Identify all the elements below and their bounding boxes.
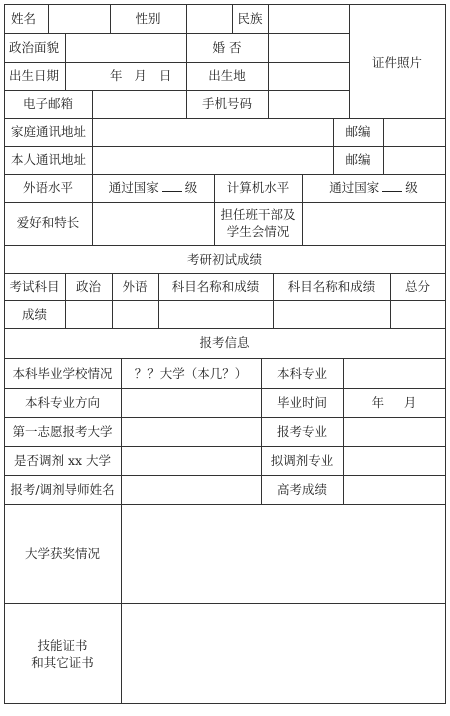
undergrad-major-label: 本科专业 <box>276 366 327 381</box>
adjust-label: 是否调剂 xx 大学 <box>13 453 112 468</box>
exam-subject2-header: 科目名称和成绩 <box>287 279 376 294</box>
application-section-title: 报考信息 <box>199 335 250 350</box>
rule <box>4 417 445 418</box>
birthplace-label: 出生地 <box>208 68 246 83</box>
exam-politics-header: 政治 <box>75 279 101 294</box>
level-suffix: 级 <box>184 180 198 195</box>
rule <box>92 90 93 118</box>
rule <box>4 90 349 91</box>
rule <box>4 118 445 119</box>
political-label: 政治面貌 <box>9 40 60 55</box>
rule <box>4 358 445 359</box>
rule <box>186 4 187 33</box>
adjust-major-label: 拟调剂专业 <box>270 453 334 468</box>
phone-label: 手机号码 <box>201 96 252 111</box>
level-suffix: 级 <box>405 180 418 195</box>
rule <box>4 504 445 505</box>
pass-national-prefix: 通过国家 <box>329 180 380 195</box>
exam-subject1-header: 科目名称和成绩 <box>171 279 260 294</box>
rule <box>4 388 445 389</box>
postcode-label: 邮编 <box>345 152 371 167</box>
rule <box>268 33 269 62</box>
name-label: 姓名 <box>11 11 37 26</box>
rule <box>268 62 269 90</box>
exam-score-label: 成绩 <box>21 307 47 322</box>
rule <box>4 475 445 476</box>
rule <box>4 446 445 447</box>
rule <box>92 118 93 174</box>
rule <box>4 146 445 147</box>
rule <box>4 62 349 63</box>
graduation-label: 毕业时间 <box>276 395 327 410</box>
ethnicity-label: 民族 <box>237 11 263 26</box>
foreign-language-label: 外语水平 <box>22 180 73 195</box>
undergrad-school-value: ？？大学（本几？） <box>134 366 248 381</box>
supervisor-label: 报考/调剂导师姓名 <box>10 482 115 497</box>
rule <box>4 33 349 34</box>
gender-label: 性别 <box>135 11 161 26</box>
first-choice-label: 第一志愿报考大学 <box>12 424 113 439</box>
exam-subject-label: 考试科目 <box>9 279 60 294</box>
rule <box>343 358 344 504</box>
blank-line <box>162 180 182 192</box>
own-address-label: 本人通讯地址 <box>11 152 87 167</box>
gaokao-label: 高考成绩 <box>276 482 327 497</box>
email-label: 电子邮箱 <box>22 96 73 111</box>
cadre-label-line2: 学生会情况 <box>226 224 290 239</box>
birthdate-format: 年 月 日 <box>110 68 172 83</box>
rule <box>4 273 445 274</box>
rule <box>4 300 445 301</box>
marital-label: 婚 否 <box>212 40 242 55</box>
rule <box>4 202 445 203</box>
photo-label: 证件照片 <box>371 55 422 70</box>
applied-major-label: 报考专业 <box>276 424 327 439</box>
rule <box>48 4 49 33</box>
hobbies-label: 爱好和特长 <box>16 215 80 230</box>
birthdate-label: 出生日期 <box>9 68 60 83</box>
rule <box>65 33 66 62</box>
home-address-label: 家庭通讯地址 <box>11 124 87 139</box>
blank-line <box>382 180 402 192</box>
rule <box>4 245 445 246</box>
rule <box>268 4 269 33</box>
rule <box>4 603 445 604</box>
awards-label: 大学获奖情况 <box>24 546 100 561</box>
undergrad-school-label: 本科毕业学校情况 <box>12 366 113 381</box>
postcode-label: 邮编 <box>345 124 371 139</box>
rule <box>268 90 269 118</box>
rule <box>445 4 446 704</box>
cadre-label-line1: 担任班干部及 <box>220 207 296 222</box>
certificates-label <box>4 637 121 671</box>
rule <box>383 118 384 174</box>
rule <box>4 703 445 704</box>
rule <box>92 202 93 245</box>
foreign-language-level <box>92 180 214 196</box>
certificates-label-line1: 技能证书 <box>37 638 88 653</box>
major-direction-label: 本科专业方向 <box>24 395 100 410</box>
rule <box>302 202 303 245</box>
certificates-label-line2: 和其它证书 <box>31 655 94 670</box>
rule <box>65 62 66 90</box>
cadre-label <box>214 206 302 240</box>
computer-level <box>302 180 445 196</box>
graduation-format: 年 月 <box>371 395 417 410</box>
rule <box>4 174 445 175</box>
exam-section-title: 考研初试成绩 <box>186 252 262 267</box>
rule <box>4 328 445 329</box>
rule <box>121 358 122 703</box>
rule <box>4 4 445 5</box>
computer-level-label: 计算机水平 <box>226 180 290 195</box>
exam-foreign-header: 外语 <box>122 279 148 294</box>
pass-national-prefix: 通过国家 <box>108 180 159 195</box>
exam-total-header: 总分 <box>404 279 430 294</box>
